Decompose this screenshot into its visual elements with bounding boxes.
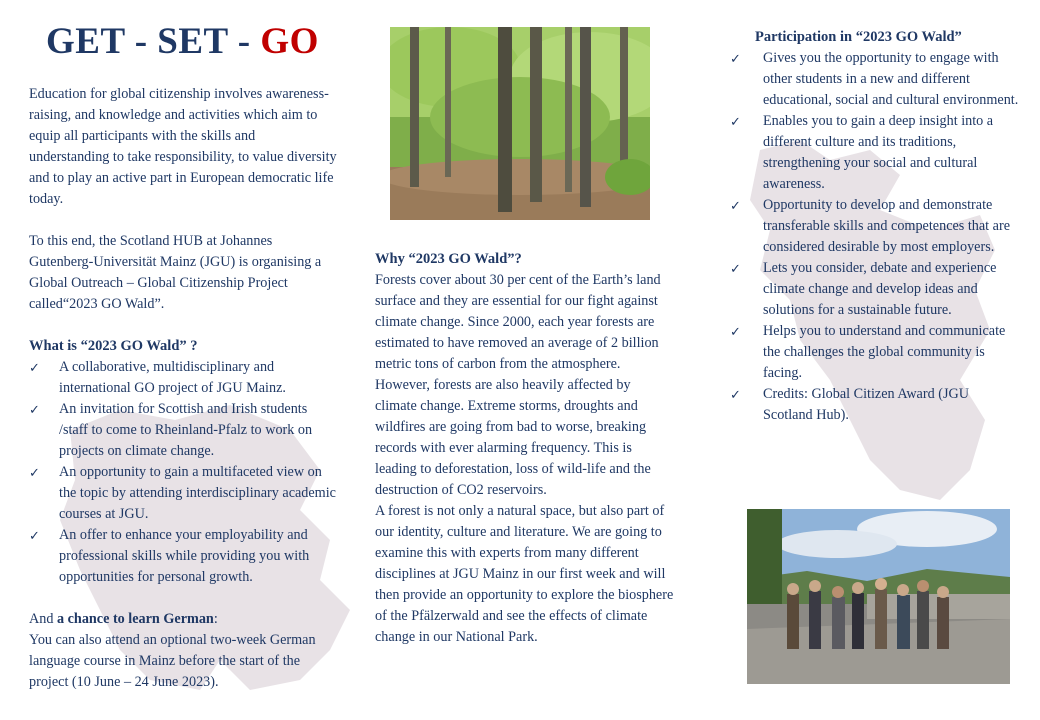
list-item-text: Helps you to understand and communicate the challenges the global community is facing. <box>763 323 1006 381</box>
list-item-text: Gives you the opportunity to engage with other students in a new and different educational, social and cultural environment. <box>763 50 1019 108</box>
list-item <box>730 195 1020 258</box>
list-item-text: Enables you to gain a deep insight into a different culture and its traditions, strengthening your social and cultural awareness. <box>763 113 994 192</box>
chance-bold: a chance to learn German <box>56 611 214 627</box>
list-item <box>730 258 1020 321</box>
right-column <box>730 27 1020 426</box>
list-item-text: Opportunity to develop and demonstrate transferable skills and competences that are considered desirable by most employers. <box>763 197 1010 255</box>
list-item-text: An opportunity to gain a multifaceted view on the topic by attending interdisciplinary academic courses at JGU. <box>59 464 336 522</box>
list-item-text: An invitation for Scottish and Irish students /staff to come to Rheinland-Pfalz to work on projects on climate change. <box>59 401 313 459</box>
left-column <box>29 84 339 693</box>
what-heading: What is “2023 GO Wald” ? <box>29 338 198 354</box>
check-icon: ✓ <box>730 261 741 276</box>
chance-line <box>29 609 339 630</box>
check-icon: ✓ <box>29 528 40 543</box>
list-item <box>730 384 1020 426</box>
chance-suffix: : <box>213 611 218 627</box>
why-heading: Why “2023 GO Wald”? <box>375 251 522 267</box>
check-icon: ✓ <box>730 387 741 402</box>
list-item <box>730 48 1020 111</box>
title-part1: GET - SET - <box>46 21 261 62</box>
list-item <box>730 321 1020 384</box>
intro-paragraph: Education for global citizenship involves awareness-raising, and knowledge and activities which aim to equip all participants with the skills and understanding to take responsibility, to value diversity and to play an active part in European democratic life today. <box>29 86 337 207</box>
what-list <box>29 357 339 588</box>
list-item <box>29 399 339 462</box>
forest-photo <box>390 27 650 220</box>
participation-heading: Participation in “2023 GO Wald” <box>755 29 962 45</box>
group-photo <box>747 509 1010 684</box>
list-item <box>29 357 339 399</box>
check-icon: ✓ <box>730 114 741 129</box>
list-item-text: A collaborative, multidisciplinary and international GO project of JGU Mainz. <box>59 359 286 396</box>
check-icon: ✓ <box>29 402 40 417</box>
list-item <box>29 462 339 525</box>
check-icon: ✓ <box>730 198 741 213</box>
page-title <box>46 20 319 63</box>
check-icon: ✓ <box>730 51 741 66</box>
chance-prefix: And <box>29 611 57 627</box>
middle-column <box>375 249 675 648</box>
why-paragraph-1: Forests cover about 30 per cent of the Earth’s land surface and they are essential for our fight against climate change. Since 2000, each year forests are estimated to have removed an average of 2 billion metric tons of carbon from the atmosphere. However, forests are also heavily affected by climate change. Extreme storms, droughts and wildfires are going from bad to worse, breaking records with ever alarming frequency. This is leading to deforestation, loss of wild-life and the destruction of CO2 reservoirs. <box>375 272 661 498</box>
check-icon: ✓ <box>29 360 40 375</box>
hub-paragraph: To this end, the Scotland HUB at Johannes Gutenberg-Universität Mainz (JGU) is organising a Global Outreach – Global Citizenship Project called“2023 GO Wald”. <box>29 233 322 312</box>
title-go: GO <box>260 21 319 62</box>
list-item <box>730 111 1020 195</box>
german-paragraph: You can also attend an optional two-week German language course in Mainz before the start of the project (10 June – 24 June 2023). <box>29 632 316 690</box>
list-item-text: Credits: Global Citizen Award (JGU Scotland Hub). <box>763 386 969 423</box>
check-icon: ✓ <box>730 324 741 339</box>
list-item-text: An offer to enhance your employability and professional skills while providing you with opportunities for personal growth. <box>59 527 310 585</box>
participation-list <box>730 48 1020 426</box>
list-item-text: Lets you consider, debate and experience climate change and develop ideas and solutions for a sustainable future. <box>763 260 997 318</box>
check-icon: ✓ <box>29 465 40 480</box>
list-item <box>29 525 339 588</box>
why-paragraph-2: A forest is not only a natural space, but also part of our identity, culture and literature. We are going to examine this with experts from many different disciplines at JGU Mainz in our first week and will then provide an opportunity to explore the biosphere of the Pfälzerwald and see the effects of climate change in our National Park. <box>375 503 674 645</box>
